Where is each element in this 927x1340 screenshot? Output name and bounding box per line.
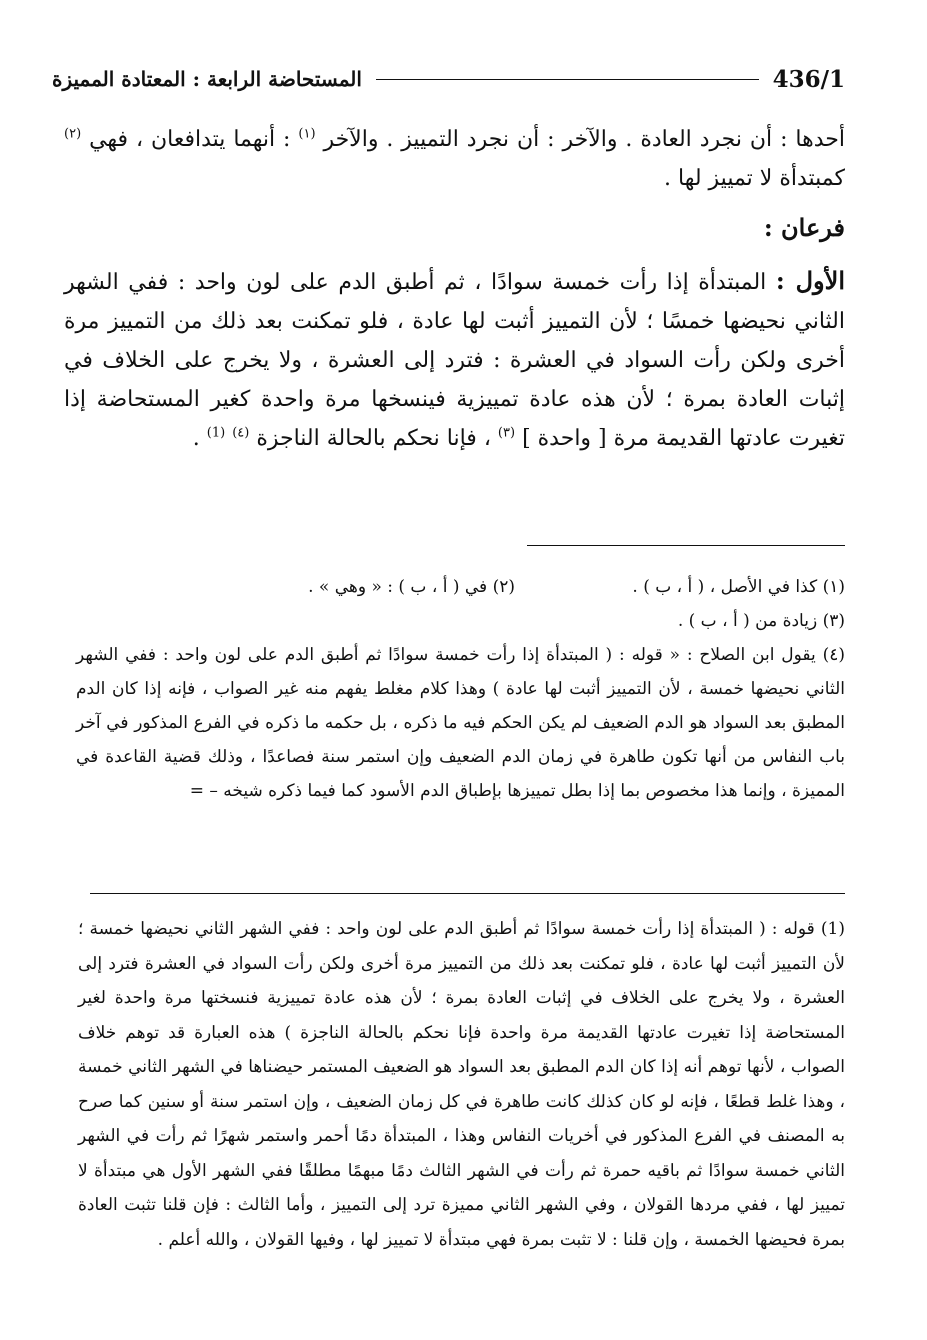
running-title: المستحاضة الرابعة : المعتادة المميزة (52, 67, 362, 91)
footnote-3: (٣) زيادة من ( أ ، ب ) . (677, 611, 845, 631)
footnote-separator (527, 545, 845, 546)
section-heading: فرعان : (763, 213, 845, 242)
header-rule (376, 79, 759, 80)
secondary-footnote-separator (90, 893, 845, 894)
footnote-row (76, 570, 845, 604)
main-text (64, 120, 845, 458)
branch-label: الأول : (775, 266, 845, 295)
footnote-4: (٤) يقول ابن الصلاح : « قوله : ( المبتدأة إذا رأت خمسة سوادًا ثم أطبق الدم على لون واحد : ففي الشهر الثاني نحيضها خمسة ، لأن التمييز أثبت لها عادة ) وهذا كلام مغلط يفهم منه غير الصواب ، فإنه إذا كان الدم المطبق بعد السواد هو الدم الضعيف لم يكن الحكم فيه ما ذكره ، بل حكمه ما ذكره في الفرع المذكور في آخر باب النفاس من أنها تكون طاهرة في زمان الدم الضعيف وإن استمر سنة فصاعدًا ، وذلك قضية القاعدة في المميزة ، وإنما هذا مخصوص بما إذا بطل تمييزها بإطباق الدم الأسود كما فيما ذكره شيخه – = (76, 645, 845, 801)
opening-text-c: كمبتدأة لا تمييز لها . (664, 166, 845, 191)
page-number: 436/1 (772, 65, 845, 93)
running-header (52, 62, 845, 96)
opening-text-a: أحدها : أن نجرد العادة . والآخر : أن نجرد التمييز . والآخر (323, 127, 845, 152)
branch-text-end: . (192, 426, 200, 451)
paragraph-first-branch (64, 261, 845, 458)
footnote-ref-4: (٤) (232, 425, 250, 441)
footnote-ref-latin-1: (1) (206, 425, 226, 441)
footnote-ref-2: (٢) (64, 126, 82, 142)
branch-text-b: ، فإنا نحكم بالحالة الناجزة (256, 426, 491, 451)
footnote-ref-3: (٣) (497, 425, 516, 441)
secondary-footnote-1: (1) قوله : ( المبتدأة إذا رأت خمسة سوادًا ثم أطبق الدم على لون واحد : ففي الشهر الثاني نحيضها خمسة ؛ لأن التمييز أثبت لها عادة ، فلو تمكنت بعد ذلك من التمييز مرة أخرى ولكن رأت السواد في العشرة فترد إلى العشرة ، ولا يخرج على الخلاف في إثبات العادة بمرة ؛ لأن هذه عادة تمييزية فنسختها مرة واحدة لغير المستحاضة إذا تغيرت عادتها القديمة مرة واحدة فإنا نحكم بالحالة الناجزة ) هذه العبارة قد توهم خلاف الصواب ، لأنها توهم أنه إذا كان الدم المطبق بعد السواد هو الضعيف المستمر حيضناها في الشهر الثاني خمسة ، وهذا غلط قطعًا ، فإنه لو كان كذلك كانت طاهرة في كل زمان الضعيف ، وإن استمر سنة أو سنين كما صرح به المصنف في الفرع المذكور في أخريات النفاس وهذا ، المبتدأة دمًا أحمر واستمر شهرًا ثم رأت في الشهر الثاني خمسة سوادًا ثم باقيه حمرة ثم رأت في الشهر الثالث دمًا مبهمًا مطلقًا ففي الشهر الأول هي مبتدأة لا تمييز لها ، ففي مردها القولان ، وفي الشهر الثاني مميزة ترد إلى التمييز ، وأما الثالث : فإن قلنا تثبت العادة بمرة فحيضها الخمسة ، وإن قلنا : لا تثبت بمرة فهي مبتدأة لا تمييز لها ، وفيها القولان ، والله أعلم . (78, 919, 845, 1250)
branch-text-a: المبتدأة إذا رأت خمسة سوادًا ، ثم أطبق الدم على لون واحد : ففي الشهر الثاني نحيضها خمسًا ؛ لأن التمييز أثبت لها عادة ، فلو تمكنت بعد ذلك من التمييز مرة أخرى ولكن رأت السواد في العشرة : فترد إلى العشرة ، ولا يخرج على الخلاف في إثبات العادة بمرة ؛ لأن هذه عادة تمييزية فينسخها مرة واحدة كغير المستحاضة إذا تغيرت عادتها القديمة مرة [ واحدة ] (64, 270, 845, 451)
footnote-ref-1: (١) (298, 126, 316, 142)
paragraph-opening (64, 120, 845, 198)
footnotes (76, 570, 845, 808)
opening-text-b: : أنهما يتدافعان ، فهي (89, 127, 291, 152)
footnote-1: (١) كذا في الأصل ، ( أ ، ب ) . (632, 577, 845, 597)
footnote-2: (٢) في ( أ ، ب ) : « وهي » . (308, 577, 515, 597)
secondary-footnotes (78, 912, 845, 1257)
